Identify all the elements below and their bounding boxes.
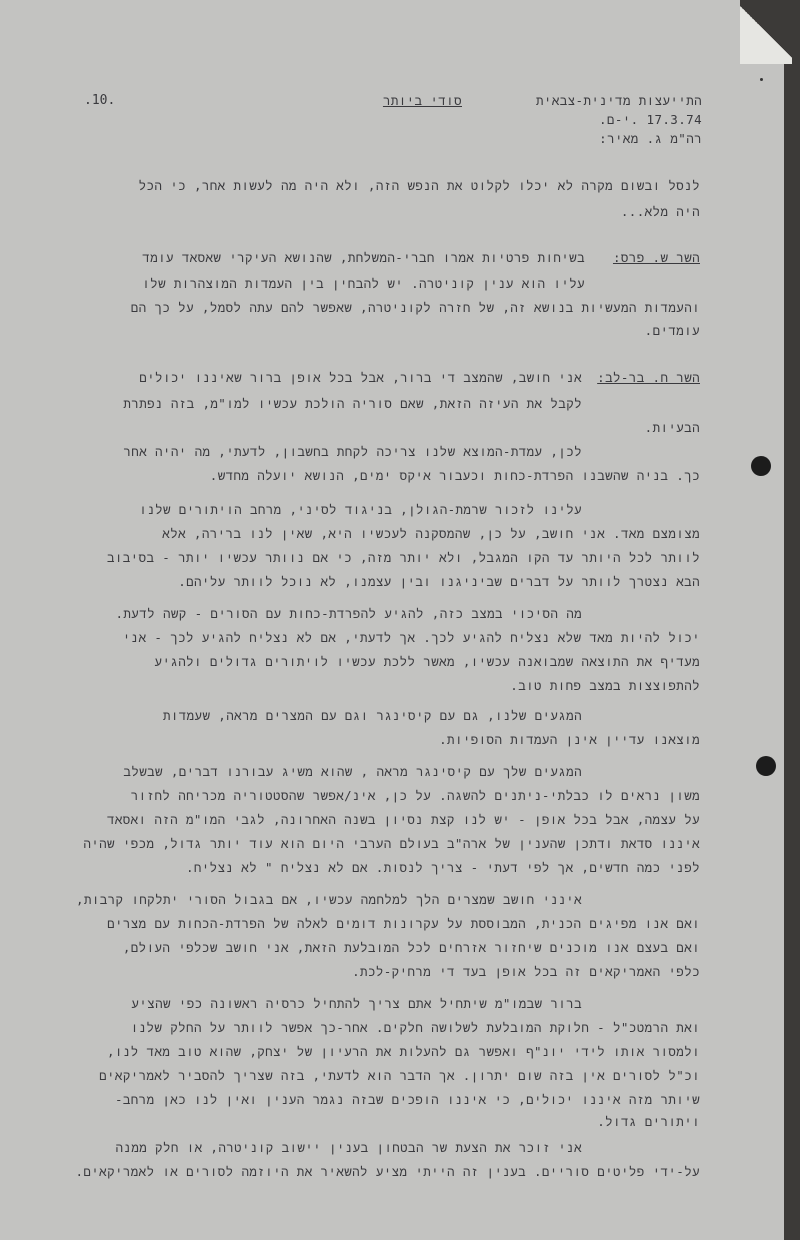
speaker-pm: רה"מ ג. מאיר: <box>599 131 702 146</box>
body-line: שיותר מזה איננו יכולים, כי איננו הופכים שבזה נגמר הענין ואין לנו כאן מרחב- <box>114 1092 700 1107</box>
body-line: וכ"ל לסורים אין בזה שום יתרון. אך הדבר הוא לדעתי, בזה שצריך להסביר לאמריקאים <box>99 1068 700 1083</box>
body-line: מה הסיכוי במצב כזה, להגיע להפרדת-כחות עם הסורים - קשה לדעת. <box>115 606 582 621</box>
body-line: היה מלא... <box>620 204 700 219</box>
body-line: איננו סדאת ודתכן שהענין של ארה"ב בעולם הערבי היום הוא עוד יותר גדול, מכפי שהיה <box>83 836 700 851</box>
body-line: ואת הרמטכ"ל - חלוקת המובלעת לשלושה חלקים. אחר-כך אפשר לוותר על החלק שלנו <box>130 1020 700 1035</box>
meeting-type: התייעצות מדינית-צבאית <box>536 93 702 108</box>
body-line: ואם בעצם אנו מוכנים שיחזור אזרחים לכל המובלעת הזאת, אני חושב שכלפי העולם, <box>122 940 700 955</box>
speaker-label: השר ח. בר-לב: <box>597 370 700 385</box>
body-line: מצומצם מאד. אני חושב, על כן, שהמסקנה לעכשיו היא, שאין לנו ברירה, אלא <box>162 526 700 541</box>
body-line: לוותר לכל היותר עד הקו המגבל, ולא יותר מזה, כי אם נוותר עכשיו יותר - בסיבוב <box>106 550 700 565</box>
body-line: עומדים. <box>644 323 700 338</box>
body-line: לנסל ובשום מקרה לא יכלו לקלוט את הנפש הזה, ולא היה מה לעשות אחר, כי הכל <box>138 178 700 193</box>
speaker-label: השר ש. פרס: <box>612 250 700 265</box>
body-line: כלפי האמריקאים זה בכל אופן בעד די מרחיק-לכת. <box>352 964 700 979</box>
page-edge <box>784 0 792 1240</box>
body-line: לקבל את העיזה הזאת, שאם סוריה הולכת עכשיו למו"מ, בזה נפתרת <box>123 396 582 411</box>
body-line: ואם אנו מפיגים הכנית, המבוססת על עקרונות דומים לאלה של הפרדת-הכחות עם מצרים <box>107 916 700 931</box>
body-line: יכול להיות מאד שלא נצליח להגיע לכך. אך לדעתי, אם לא נצליח להגיע לכך - אני <box>122 630 700 645</box>
punch-hole-top <box>751 456 771 476</box>
body-line: עלינו לזכור שרמת-הגולן, בניגוד לסיני, מרחב הויתורים שלנו <box>139 502 582 517</box>
body-line: ולמסור אותו לידי יונ"ף ואפשר גם להעלות את הרעיון של יצחק, שהוא טוב מאד לנו, <box>106 1044 700 1059</box>
body-line: המגעים שלנו, גם עם קיסינגר וגם עם המצרים מראה, שעמדות <box>162 708 582 723</box>
body-line: כך. בניה שהשבנו הפרדת-כחות וכעבור איקס ימים, הנושא יועלה מחדש. <box>209 468 700 483</box>
body-line: על-ידי פליטים סוריים. בענין זה הייתי מציע להשאיר את היוזמה לסורים או לאמריקאים. <box>75 1164 700 1179</box>
body-line: אינני חושב שמצרים הלך למלחמה עכשיו, אם בגבול הסורי יתלקחו קרבות, <box>76 892 582 907</box>
body-line: משון נראים לו כבלתי-ניתנים להשגה. על כן, אינ/אפשר שהסטטוריה מכריחה לחזור <box>130 788 700 803</box>
body-line: והעמדות המעשיות בנושא זה, של חזרה לקוניטרה, שאפשר להם עתה לסמל, על כך הם <box>130 300 700 315</box>
body-line: לכן, עמדת-המוצא שלנו צריכה לקחת בחשבון, לדעתי, מה יהיה אחר <box>123 444 582 459</box>
body-line: ברור שבמו"מ שיתחיל אתם צריך להתחיל כרסיה ראשונה כפי שהציע <box>131 996 582 1011</box>
body-line: אני חושב, שהמצב די ברור, אבל בכל אופן ברור שאיננו יכולים <box>139 370 582 385</box>
body-line: ויתורים גדול. <box>597 1114 700 1129</box>
body-line: לפני כמה חדשים, אך לפי דעתי - צריך לנסות. אם לא נצליח " לא נצליח. <box>185 860 700 875</box>
page-number: .10. <box>84 93 116 108</box>
body-line: אני זוכר את הצעת שר הבטחון בענין יישוב קוניטרה, או חלק ממנה <box>115 1140 582 1155</box>
ink-mark <box>760 78 763 81</box>
body-line: המגעים שלך עם קיסינגר מראה , שהוא משיג עבורנו דברים, שבשלב <box>123 764 582 779</box>
body-line: מוצאנו עדיין אינן העמדות הסופיות. <box>439 732 700 747</box>
body-line: הבעיות. <box>644 420 700 435</box>
body-line: מעדיף את התוצאה שמבואנה עכשיו, מאשר ללכת עכשיו לויתורים גדולים ולהגיע <box>154 654 700 669</box>
body-line: להתפוצצות במצב פחות טוב. <box>510 678 700 693</box>
body-line: עליו הוא ענין קוניטרה. יש להבחין בין העמדות המוצהרות שלו <box>142 276 585 291</box>
body-line: בשיחות פרטיות אמרו חברי-המשלחת, שהנושא העיקרי שאסאד עומד <box>142 250 585 265</box>
meeting-date: 17.3.74 .י-ם. <box>599 112 702 127</box>
body-line: הבא נצטרך לוותר על דברים שביניגנו ובין עצמנו, לא נוכל לוותר עליהם. <box>178 574 700 589</box>
punch-hole-bottom <box>756 756 776 776</box>
classification-title: סודי ביותר <box>382 93 462 108</box>
body-line: על עצמה, אבל בכל אופן - יש לנו קצת נסיון בשנה האחרונה, לגבי המו"מ הזה ואסאד <box>106 812 700 827</box>
folded-corner <box>740 0 792 64</box>
